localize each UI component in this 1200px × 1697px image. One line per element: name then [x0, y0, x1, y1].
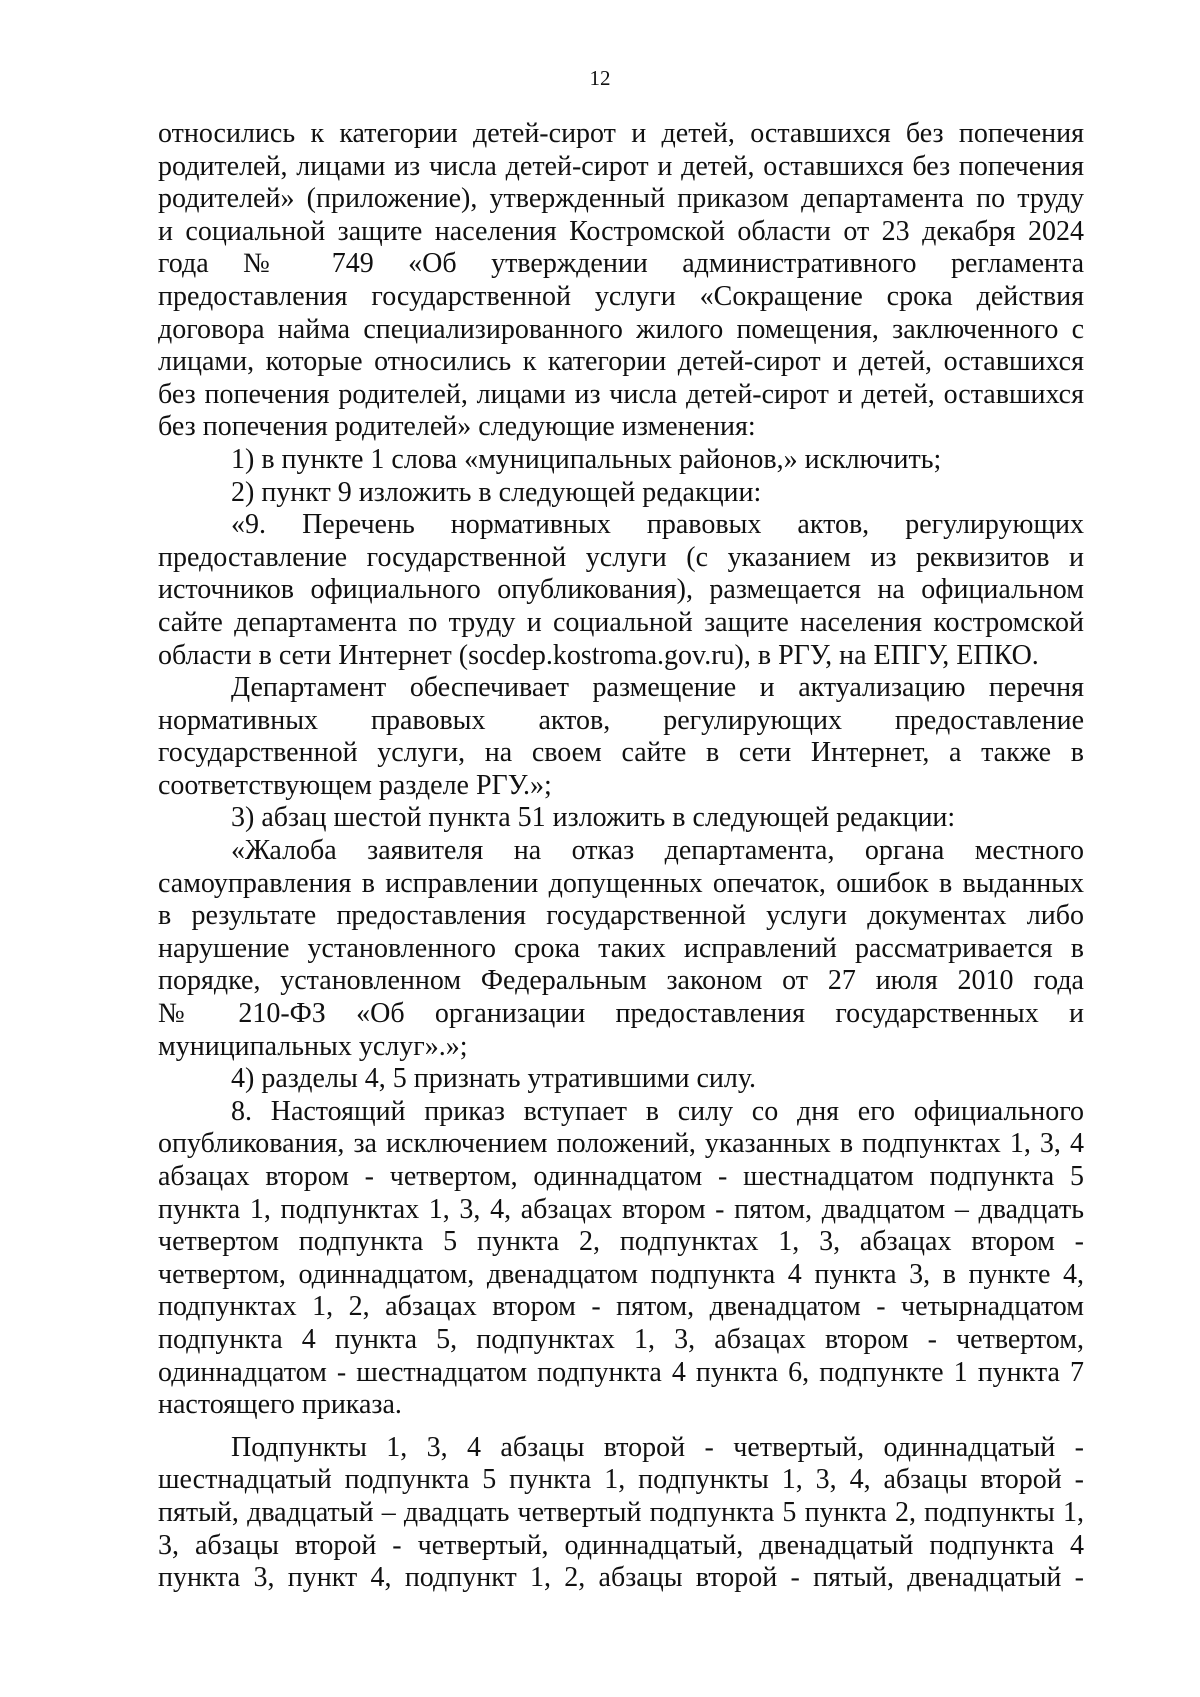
text-line: лицами, которые относились к категории детей-сирот и детей, оставшихся	[158, 346, 1084, 378]
text-line: абзацах втором - четвертом, одиннадцатом - шестнадцатом подпункта 5	[158, 1161, 1084, 1192]
text-line: 8. Настоящий приказ вступает в силу со дня его официального	[231, 1095, 1084, 1127]
text-line: опубликования, за исключением положений, указанных в подпунктах 1, 3, 4	[158, 1128, 1084, 1160]
text-line: «Жалоба заявителя на отказ департамента, органа местного	[231, 835, 1084, 867]
text-line: нормативных правовых актов, регулирующих предоставление	[158, 704, 1084, 736]
text-line: предоставления государственной услуги «Сокращение срока действия	[158, 280, 1084, 312]
text-line: подпунктах 1, 2, абзацах втором - пятом, двенадцатом - четырнадцатом	[158, 1291, 1084, 1323]
text-line: самоуправления в исправлении допущенных опечаток, ошибок в выданных	[158, 867, 1084, 899]
text-line: родителей, лицами из числа детей-сирот и детей, оставшихся без попечения	[158, 150, 1084, 182]
text-line: без попечения родителей» следующие изменения:	[158, 411, 756, 443]
text-line: пункта 1, подпунктах 1, 3, 4, абзацах втором - пятом, двадцатом – двадцать	[158, 1193, 1084, 1225]
text-line: источников официального опубликования), размещается на официальном	[158, 574, 1084, 606]
text-line: Подпункты 1, 3, 4 абзацы второй - четвертый, одиннадцатый -	[231, 1431, 1084, 1463]
text-line: настоящего приказа.	[158, 1389, 402, 1421]
text-line: предоставление государственной услуги (с указанием из реквизитов и	[158, 541, 1084, 573]
text-line: Департамент обеспечивает размещение и актуализацию перечня	[231, 672, 1084, 704]
text-line: подпункта 4 пункта 5, подпунктах 1, 3, абзацах втором - четвертом,	[158, 1323, 1084, 1355]
text-line: муниципальных услуг».»;	[158, 1030, 468, 1062]
text-line: порядке, установленном Федеральным законом от 27 июля 2010 года	[158, 965, 1084, 997]
list-item: 2) пункт 9 изложить в следующей редакции:	[231, 476, 762, 508]
text-line: области в сети Интернет (socdep.kostroma.gov.ru), в РГУ, на ЕПГУ, ЕПКО.	[158, 639, 1039, 671]
list-item: 3) абзац шестой пункта 51 изложить в следующей редакции:	[231, 802, 956, 834]
text-line: государственной услуги, на своем сайте в сети Интернет, а также в	[158, 737, 1084, 769]
text-line: года № 749 «Об утверждении административного регламента	[158, 248, 1084, 280]
text-line: одиннадцатом - шестнадцатом подпункта 4 пункта 6, подпункте 1 пункта 7	[158, 1356, 1084, 1388]
text-line: договора найма специализированного жилого помещения, заключенного с	[158, 313, 1084, 345]
text-line: в результате предоставления государственной услуги документах либо	[158, 900, 1084, 932]
page-number: 12	[589, 66, 611, 90]
text-line: «9. Перечень нормативных правовых актов, регулирующих	[231, 509, 1084, 541]
text-line: родителей» (приложение), утвержденный приказом департамента по труду	[158, 183, 1084, 215]
text-line: относились к категории детей-сирот и детей, оставшихся без попечения	[158, 118, 1084, 149]
text-line: без попечения родителей, лицами из числа детей-сирот и детей, оставшихся	[158, 378, 1084, 410]
text-line: и социальной защите населения Костромской области от 23 декабря 2024	[158, 215, 1084, 247]
document-body	[158, 118, 1084, 1595]
text-line: четвертом, одиннадцатом, двенадцатом подпункта 4 пункта 3, в пункте 4,	[158, 1258, 1084, 1290]
text-line: сайте департамента по труду и социальной защите населения костромской	[158, 606, 1084, 638]
text-line: нарушение установленного срока таких исправлений рассматривается в	[158, 932, 1084, 964]
list-item: 1) в пункте 1 слова «муниципальных районов,» исключить;	[231, 443, 942, 475]
text-line: соответствующем разделе РГУ.»;	[158, 769, 552, 801]
text-line: № 210-ФЗ «Об организации предоставления государственных и	[158, 998, 1084, 1030]
text-line: пункта 3, пункт 4, подпункт 1, 2, абзацы второй - пятый, двенадцатый -	[158, 1562, 1084, 1594]
text-line: четвертом подпункта 5 пункта 2, подпунктах 1, 3, абзацах втором -	[158, 1226, 1084, 1258]
list-item: 4) разделы 4, 5 признать утратившими силу.	[231, 1063, 757, 1095]
paragraph-gap	[158, 1422, 1084, 1432]
text-line: шестнадцатый подпункта 5 пункта 1, подпункты 1, 3, 4, абзацы второй -	[158, 1464, 1084, 1496]
text-line: пятый, двадцатый – двадцать четвертый подпункта 5 пункта 2, подпункты 1,	[158, 1496, 1084, 1528]
text-line: 3, абзацы второй - четвертый, одиннадцатый, двенадцатый подпункта 4	[158, 1529, 1084, 1561]
